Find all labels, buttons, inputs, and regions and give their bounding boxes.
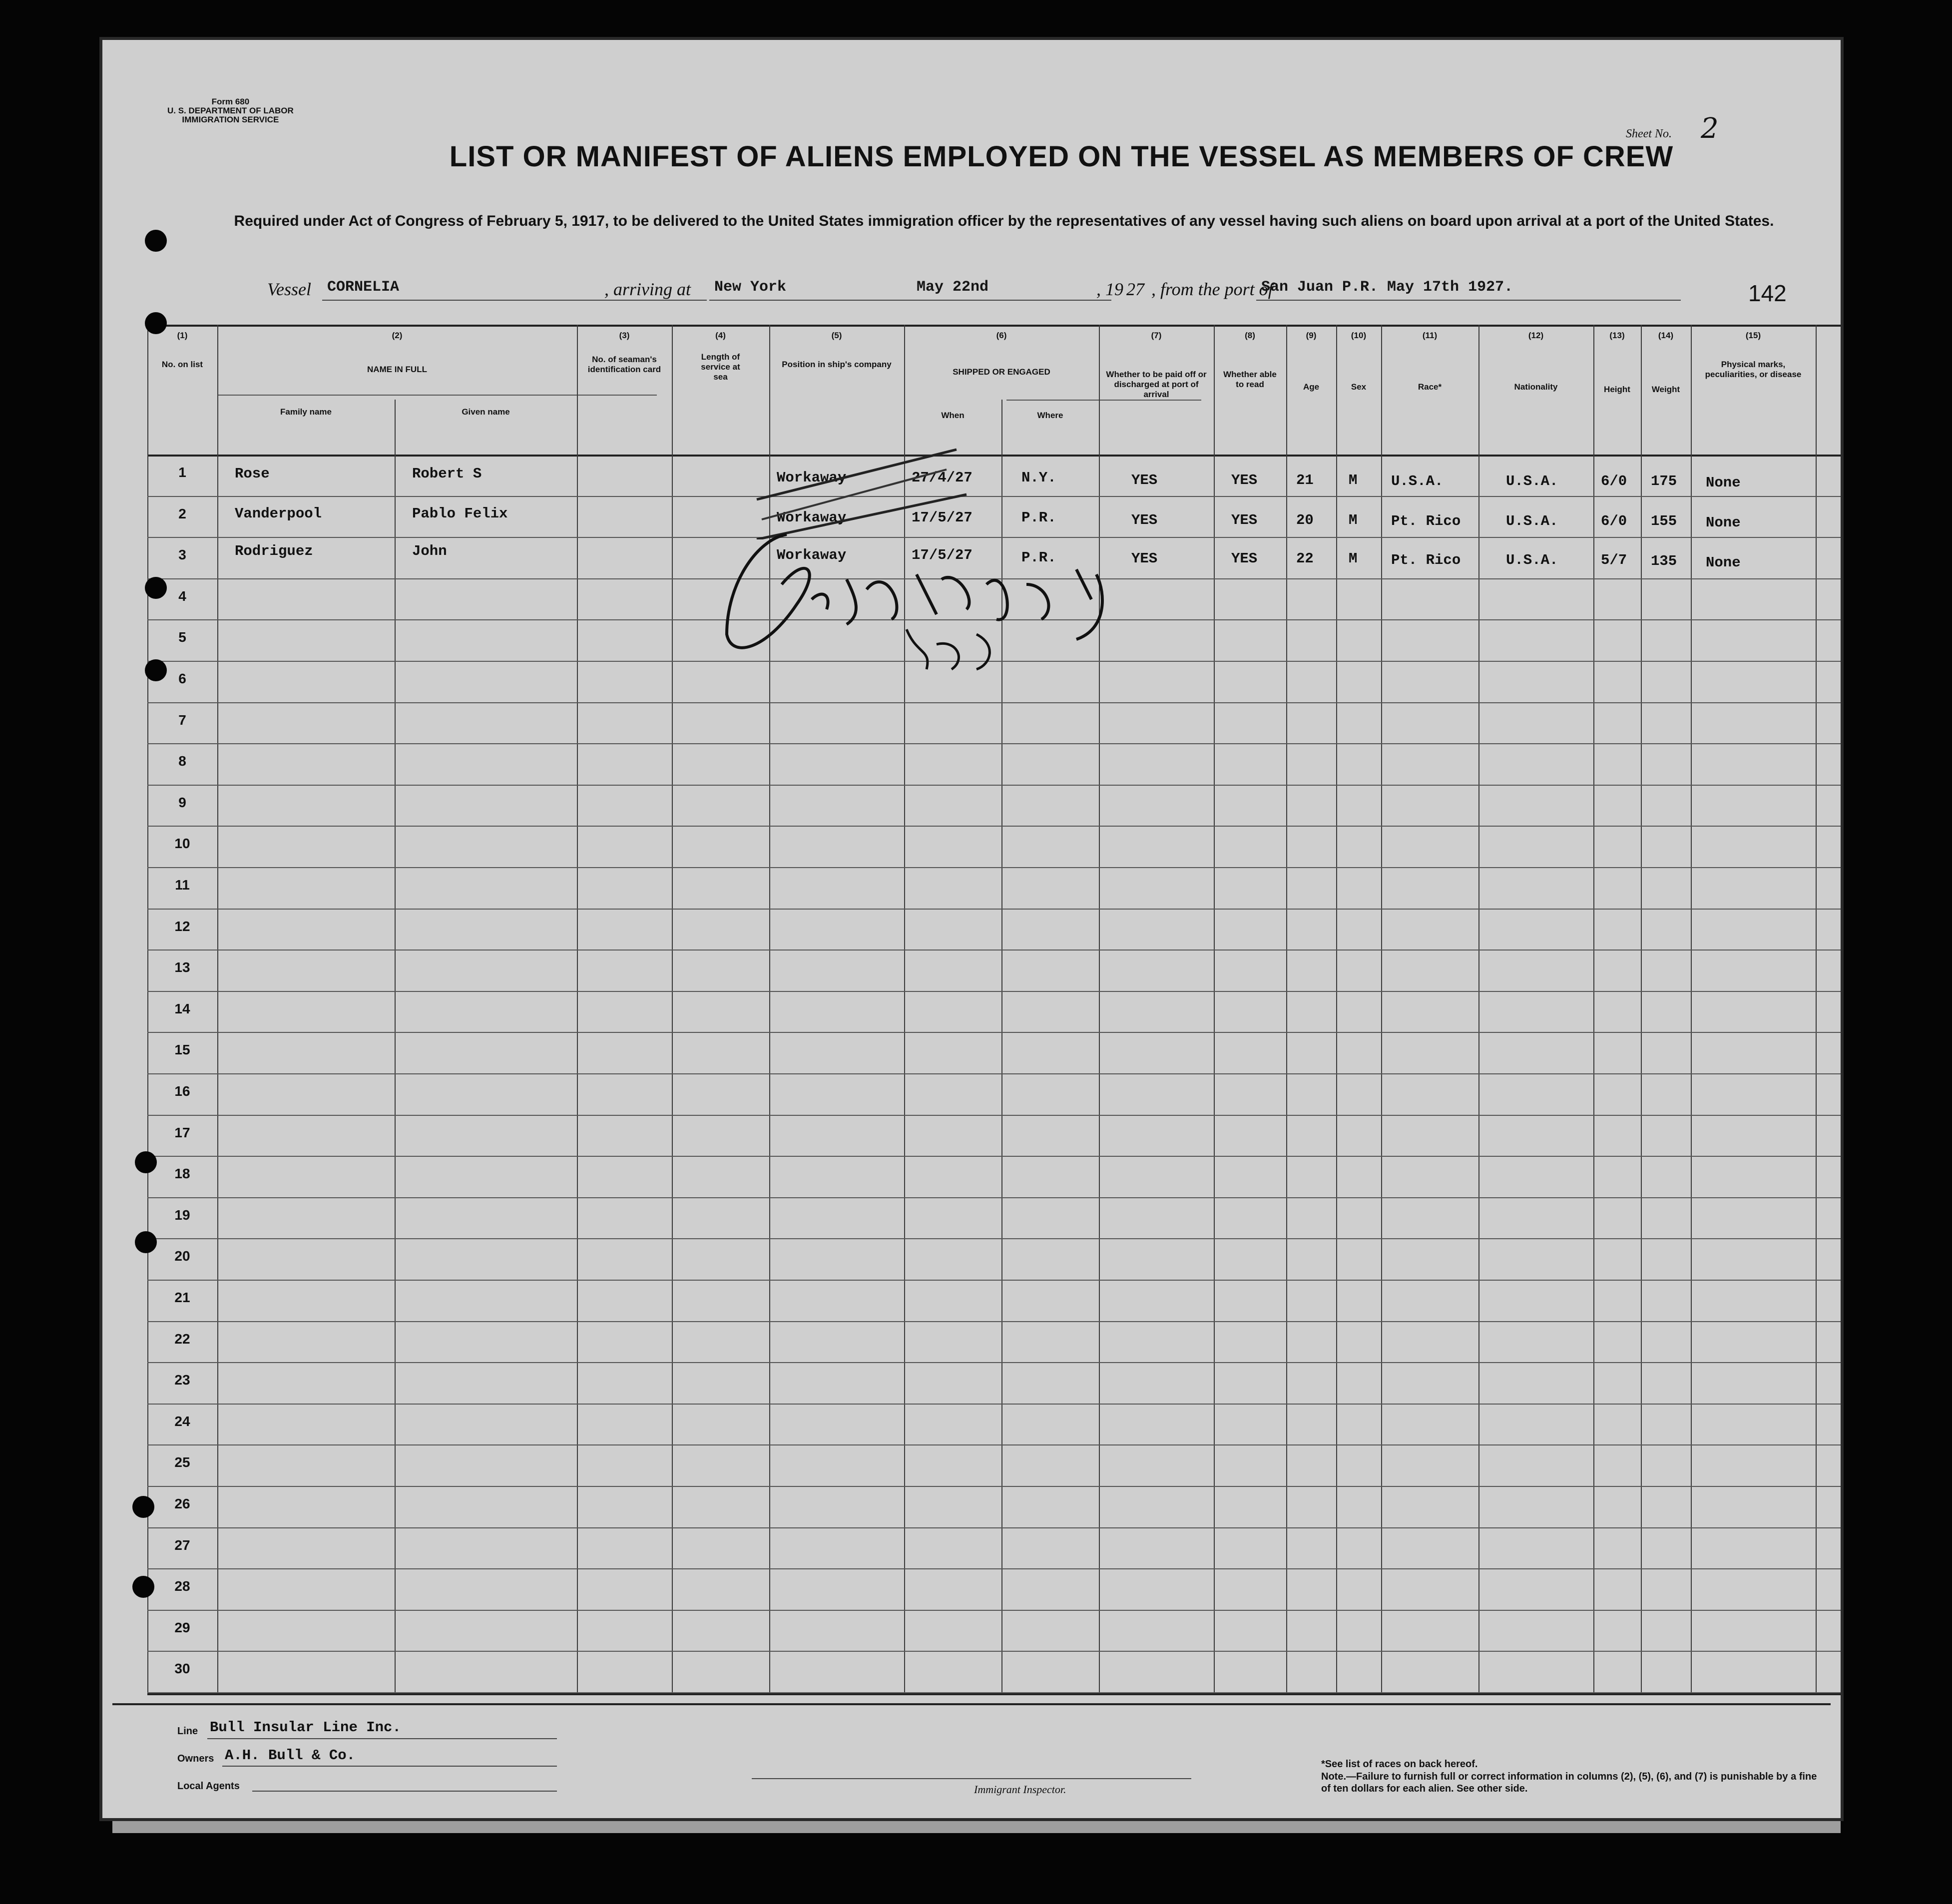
sheet-number-value: 2 — [1701, 112, 1719, 145]
col-head-6: SHIPPED OR ENGAGED — [953, 367, 1050, 377]
footer-agents-label: Local Agents — [177, 1781, 240, 1792]
page-number: 142 — [1748, 280, 1787, 306]
given-name: Pablo Felix — [412, 505, 508, 522]
row-number: 5 — [178, 629, 186, 645]
footer-line-value: Bull Insular Line Inc. — [210, 1719, 401, 1736]
age: 21 — [1296, 472, 1314, 488]
position: Workaway — [777, 509, 847, 526]
shipped-when: 27/4/27 — [912, 470, 973, 486]
form-label — [167, 97, 294, 124]
position: Workaway — [777, 470, 847, 486]
row-line — [147, 867, 1841, 868]
sheet-number-label: Sheet No. — [1626, 127, 1672, 140]
col-head-10: Sex — [1351, 382, 1367, 392]
row-number: 23 — [174, 1372, 190, 1388]
row-number: 15 — [174, 1042, 190, 1058]
col-num-7: (7) — [1151, 331, 1162, 340]
row-line — [147, 1404, 1841, 1405]
physical-marks: None — [1706, 554, 1741, 571]
nationality: U.S.A. — [1506, 473, 1558, 489]
col-head-7: Whether to be paid off or discharged at port of arrival — [1106, 370, 1207, 399]
row-line — [147, 1321, 1841, 1322]
from-port-label: , from the port of — [1151, 279, 1273, 299]
col-head-11: Race* — [1418, 382, 1442, 392]
row-number: 19 — [174, 1207, 190, 1223]
col-num-3: (3) — [619, 331, 630, 340]
crew-table — [147, 325, 1841, 1693]
col-head-15: Physical marks, peculiarities, or disease — [1705, 360, 1802, 379]
col-num-8: (8) — [1245, 331, 1255, 340]
vessel-name: CORNELIA — [327, 279, 400, 296]
row-line — [147, 1527, 1841, 1528]
sex: M — [1349, 512, 1358, 528]
shipped-where: N.Y. — [1021, 470, 1056, 486]
row-number: 3 — [178, 547, 186, 563]
row-line — [147, 1115, 1841, 1116]
paid-off: YES — [1131, 512, 1158, 528]
inspector-signature — [697, 524, 1146, 689]
col-num-14: (14) — [1658, 331, 1674, 340]
col-head-2: NAME IN FULL — [367, 365, 427, 374]
paid-off: YES — [1131, 472, 1158, 488]
nationality: U.S.A. — [1506, 513, 1558, 529]
age: 20 — [1296, 512, 1314, 528]
row-line — [147, 1362, 1841, 1363]
shipped-when: 17/5/27 — [912, 509, 973, 526]
race: Pt. Rico — [1391, 552, 1461, 568]
footer-note: Note.—Failure to furnish full or correct information in columns (2), (5), (6), and (7) is punishable by a fine of ten dollars for each alien. See other side. — [1321, 1771, 1817, 1794]
able-to-read: YES — [1231, 550, 1258, 567]
nationality: U.S.A. — [1506, 552, 1558, 568]
col-head-9: Age — [1303, 382, 1320, 392]
row-line — [147, 826, 1841, 827]
footer-line-label: Line — [177, 1726, 198, 1737]
row-line — [147, 743, 1841, 744]
col-num-2: (2) — [392, 331, 403, 340]
row-line — [147, 1156, 1841, 1157]
subhead-where: Where — [1037, 411, 1063, 420]
row-line — [147, 909, 1841, 910]
family-name: Rodriguez — [235, 543, 313, 559]
height: 6/0 — [1601, 513, 1627, 529]
row-number: 30 — [174, 1661, 190, 1677]
row-number: 4 — [178, 588, 186, 604]
department-label: U. S. DEPARTMENT OF LABOR — [167, 106, 294, 115]
footer-owners-label: Owners — [177, 1753, 214, 1764]
immigrant-inspector-label: Immigrant Inspector. — [974, 1783, 1066, 1796]
binder-hole — [145, 312, 167, 334]
row-number: 10 — [174, 836, 190, 852]
row-line — [147, 950, 1841, 951]
row-number: 7 — [178, 712, 186, 728]
weight: 155 — [1651, 513, 1677, 529]
able-to-read: YES — [1231, 512, 1258, 528]
subhead-family-name: Family name — [280, 407, 332, 417]
family-name: Rose — [235, 466, 270, 482]
col-num-5: (5) — [831, 331, 842, 340]
binder-hole — [135, 1231, 157, 1253]
form-number: Form 680 — [211, 97, 250, 106]
row-line — [147, 702, 1841, 703]
col-num-13: (13) — [1609, 331, 1625, 340]
race: Pt. Rico — [1391, 513, 1461, 529]
height: 6/0 — [1601, 473, 1627, 489]
manifest-sheet — [102, 40, 1841, 1818]
sex: M — [1349, 550, 1358, 567]
given-name: John — [412, 543, 447, 559]
page-subtitle: Required under Act of Congress of February 5, 1917, to be delivered to the United States immigration officer by the representatives of any vessel having such aliens on board upon arrival at a port of the United States. — [234, 213, 1774, 229]
race: U.S.A. — [1391, 473, 1444, 489]
row-line — [147, 1197, 1841, 1198]
row-number: 25 — [174, 1454, 190, 1470]
col-head-13: Height — [1604, 385, 1630, 394]
col-head-1: No. on list — [161, 360, 203, 369]
row-number: 11 — [175, 877, 190, 893]
col-head-3: No. of seaman's identification card — [587, 355, 661, 374]
physical-marks: None — [1706, 514, 1741, 531]
arrival-date: May 22nd — [917, 279, 989, 296]
row-number: 13 — [174, 959, 190, 975]
row-line — [147, 1692, 1841, 1693]
col-num-9: (9) — [1306, 331, 1317, 340]
col-head-12: Nationality — [1514, 382, 1558, 392]
row-number: 8 — [178, 753, 186, 769]
race-note: *See list of races on back hereof. — [1321, 1759, 1478, 1770]
col-num-15: (15) — [1745, 331, 1761, 340]
binder-hole — [135, 1151, 157, 1173]
family-name: Vanderpool — [235, 505, 322, 522]
row-line — [147, 1280, 1841, 1281]
row-number: 22 — [174, 1331, 190, 1347]
year-suffix: 27 — [1126, 279, 1144, 299]
service-label: IMMIGRATION SERVICE — [182, 115, 279, 124]
row-number: 18 — [174, 1166, 190, 1182]
age: 22 — [1296, 550, 1314, 567]
shipped-when: 17/5/27 — [912, 547, 973, 563]
col-num-1: (1) — [177, 331, 188, 340]
arriving-port: New York — [714, 279, 787, 296]
subhead-when: When — [941, 411, 965, 420]
given-name: Robert S — [412, 466, 482, 482]
row-number: 12 — [174, 918, 190, 934]
row-line — [147, 1486, 1841, 1487]
row-line — [147, 1073, 1841, 1074]
binder-hole — [132, 1496, 154, 1518]
row-number: 20 — [174, 1248, 190, 1264]
row-number: 14 — [174, 1000, 190, 1016]
row-line — [147, 1444, 1841, 1445]
row-number: 27 — [174, 1537, 190, 1553]
weight: 135 — [1651, 553, 1677, 569]
row-line — [147, 991, 1841, 992]
row-number: 17 — [174, 1124, 190, 1140]
row-line — [147, 1651, 1841, 1652]
col-head-5: Position in ship's company — [782, 360, 892, 369]
height: 5/7 — [1601, 552, 1627, 568]
arriving-label: , arriving at — [604, 279, 691, 299]
row-number: 2 — [178, 505, 186, 521]
col-num-10: (10) — [1351, 331, 1367, 340]
col-head-14: Weight — [1651, 385, 1680, 394]
row-number: 28 — [174, 1578, 190, 1594]
col-head-4: Length of service at sea — [701, 352, 740, 382]
shipped-where: P.R. — [1021, 549, 1056, 566]
binder-hole — [145, 577, 167, 599]
physical-marks: None — [1706, 475, 1741, 491]
row-number: 26 — [174, 1496, 190, 1511]
weight: 175 — [1651, 473, 1677, 489]
row-line — [147, 1610, 1841, 1611]
col-head-8: Whether able to read — [1223, 370, 1277, 389]
vessel-label: Vessel — [267, 279, 311, 299]
row-line — [147, 1238, 1841, 1239]
sex: M — [1349, 472, 1358, 488]
row-number: 16 — [174, 1083, 190, 1099]
year-prefix: , 19 — [1096, 279, 1123, 299]
row-number: 1 — [178, 465, 186, 480]
from-port: San Juan P.R. May 17th 1927. — [1261, 279, 1513, 296]
page-title: LIST OR MANIFEST OF ALIENS EMPLOYED ON THE VESSEL AS MEMBERS OF CREW — [449, 140, 1674, 173]
binder-hole — [132, 1576, 154, 1598]
row-number: 21 — [174, 1290, 190, 1305]
col-num-4: (4) — [715, 331, 726, 340]
position: Workaway — [777, 547, 847, 563]
paid-off: YES — [1131, 550, 1158, 567]
row-number: 29 — [174, 1619, 190, 1635]
row-number: 6 — [178, 671, 186, 686]
row-number: 9 — [178, 794, 186, 810]
row-line — [147, 1568, 1841, 1569]
col-num-6: (6) — [996, 331, 1007, 340]
shipped-where: P.R. — [1021, 509, 1056, 526]
footer-owners-value: A.H. Bull & Co. — [225, 1747, 356, 1764]
row-number: 24 — [174, 1413, 190, 1429]
able-to-read: YES — [1231, 472, 1258, 488]
row-line — [147, 785, 1841, 786]
row-line — [147, 1032, 1841, 1033]
binder-hole — [145, 659, 167, 681]
col-num-11: (11) — [1422, 331, 1438, 340]
subhead-given-name: Given name — [462, 407, 510, 417]
col-num-12: (12) — [1528, 331, 1544, 340]
binder-hole — [145, 230, 167, 252]
